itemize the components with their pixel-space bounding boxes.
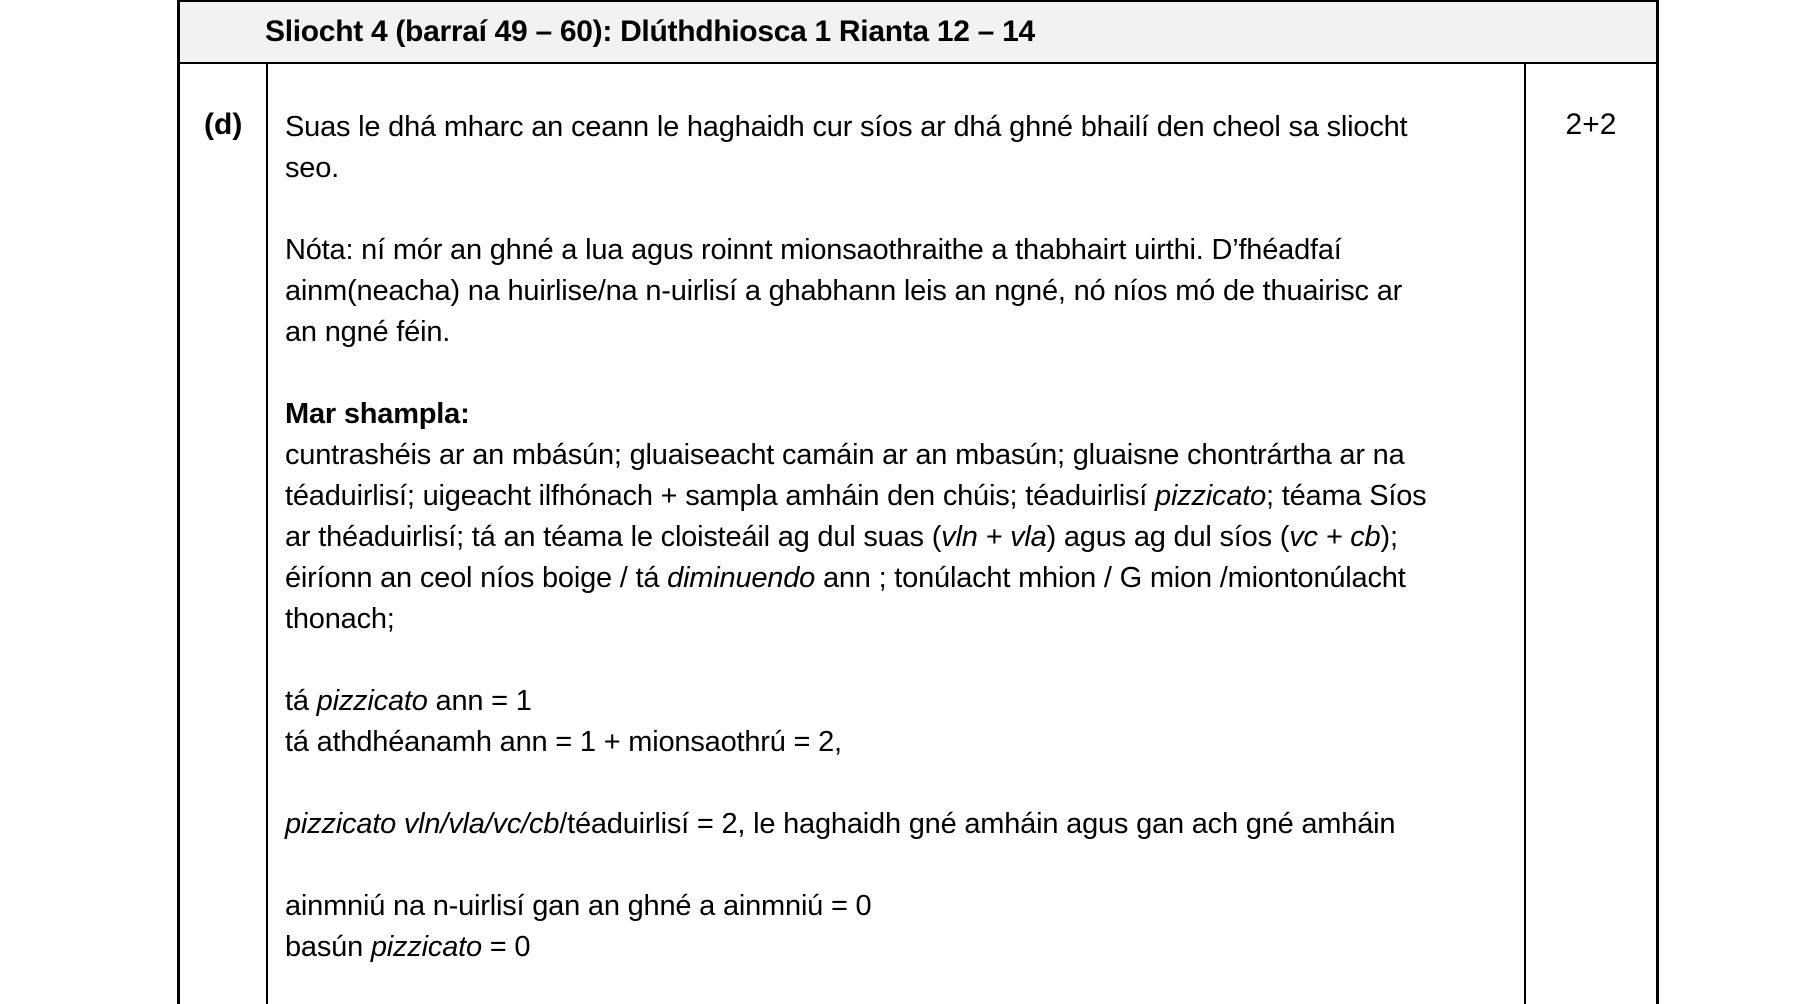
part-label-cell [180, 64, 268, 1004]
marking-rule-5: basún pizzicato = 0 [285, 931, 531, 963]
marking-rule-4: ainmniú na n-uirlisí gan an ghné a ainmniú = 0 [285, 890, 872, 922]
section-header [180, 0, 1656, 64]
example-line-5: thonach; [285, 603, 395, 635]
example-line-3: ar théaduirlisí; tá an téama le cloisteáil ag dul suas (vln + vla) agus ag dul síos (vc + cb); [285, 521, 1398, 553]
example-line-4: éiríonn an ceol níos boige / tá diminuendo ann ; tonúlacht mhion / G mion /miontonúlacht [285, 562, 1406, 594]
marking-scheme-table [177, 0, 1659, 1004]
marks-value: 2+2 [1565, 108, 1617, 141]
example-heading: Mar shampla: [285, 398, 470, 430]
part-label: (d) [204, 108, 243, 141]
note-line-2: ainm(neacha) na huirlise/na n-uirlisí a ghabhann leis an ngné, nó níos mó de thuairisc ar [285, 275, 1403, 307]
question-row [180, 64, 1656, 1004]
answer-text [285, 107, 1525, 968]
marking-rule-1: tá pizzicato ann = 1 [285, 685, 532, 717]
note-line-3: an ngné féin. [285, 316, 451, 348]
answer-cell [268, 64, 1526, 1004]
section-title: Sliocht 4 (barraí 49 – 60): Dlúthdhiosca 1 Rianta 12 – 14 [265, 15, 1035, 48]
example-line-2: téaduirlisí; uigeacht ilfhónach + sampla amháin den chúis; téaduirlisí pizzicato; téama Síos [285, 480, 1427, 512]
note-line-1: Nóta: ní mór an ghné a lua agus roinnt mionsaothraithe a thabhairt uirthi. D’fhéadfaí [285, 234, 1342, 266]
marking-rule-2: tá athdhéanamh ann = 1 + mionsaothrú = 2, [285, 726, 842, 758]
example-line-1: cuntrashéis ar an mbásún; gluaiseacht camáin ar an mbasún; gluaisne chontrártha ar na [285, 439, 1405, 471]
marking-rule-3: pizzicato vln/vla/vc/cb/téaduirlisí = 2, le haghaidh gné amháin agus gan ach gné amháin [285, 808, 1396, 840]
intro-line-1: Suas le dhá mharc an ceann le haghaidh cur síos ar dhá ghné bhailí den cheol sa sliocht [285, 111, 1408, 143]
marks-cell [1526, 64, 1656, 1004]
intro-line-2: seo. [285, 152, 340, 184]
